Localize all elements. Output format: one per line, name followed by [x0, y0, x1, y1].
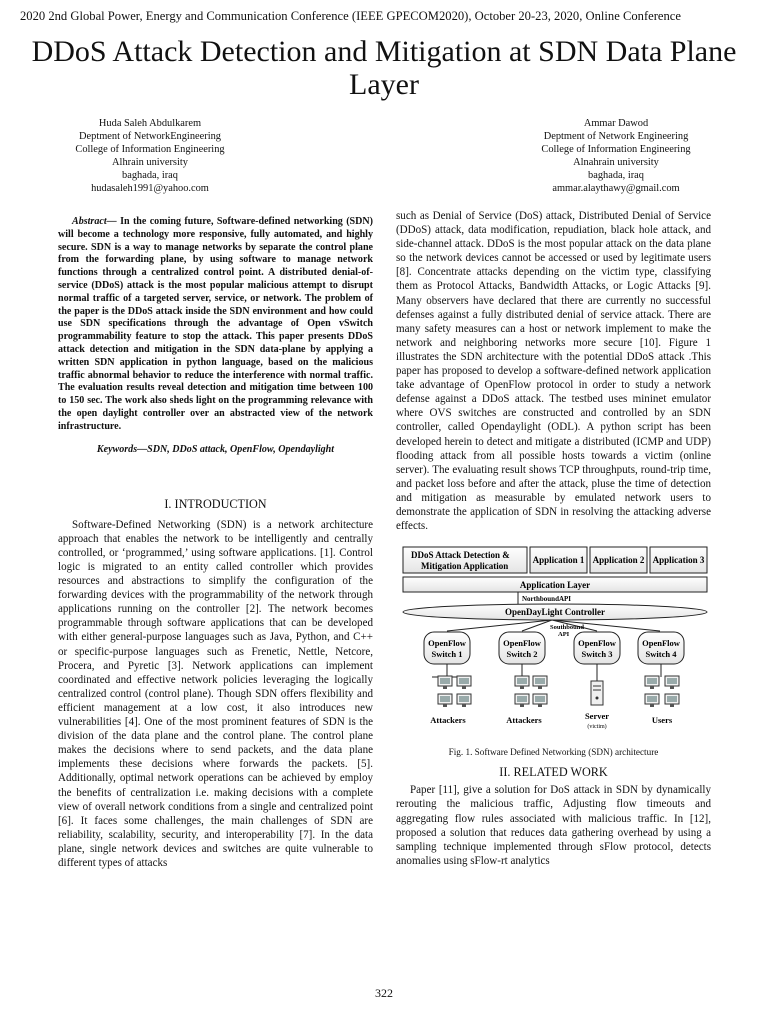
sdn-architecture-figure [402, 545, 708, 741]
application-1-label: Application 1 [532, 555, 585, 566]
author-city: baghada, iraq [122, 169, 178, 181]
section-heading-related-work: II. RELATED WORK [499, 765, 608, 780]
related-work-paragraph: Paper [11], give a solution for DoS attack in SDN by dynamically rerouting the malicious traffic, Adjusting flow timeouts and aggregating flow rules associated with malicious traffic. In [12], proposed a solution that reduces data gathering overhead by using a sampling technique implemented through sFlow protocol, detects anomalies using sFlow-rt analytics [396, 784, 711, 867]
southbound-label: Southbound [550, 624, 584, 632]
author-email: ammar.alaythawy@gmail.com [552, 182, 680, 194]
section-heading-introduction: I. INTRODUCTION [164, 496, 267, 511]
user-computers [645, 676, 679, 707]
author-name: Huda Saleh Abdulkarem [98, 118, 202, 129]
switch-3-label-line1: OpenFlow [578, 638, 616, 649]
users-label: Users [651, 715, 673, 726]
author-email: hudasaleh1991@yahoo.com [91, 182, 209, 194]
switch-3-label-line2: Switch 3 [581, 649, 613, 660]
switch-2-label-line1: OpenFlow [503, 638, 541, 649]
conference-header: 2020 2nd Global Power, Energy and Communication Conference (IEEE GPECOM2020), October 20-23, 2020, Online Conference [20, 9, 681, 23]
application-2-label: Application 2 [592, 555, 645, 566]
attacker-computers-2 [515, 676, 547, 707]
page-number: 322 [375, 986, 393, 1000]
ddos-app-label-line2: Mitigation Application [421, 561, 509, 572]
author-block-1 [20, 118, 280, 195]
victim-label: (victim) [587, 724, 607, 731]
author-name: Ammar Dawod [583, 118, 649, 129]
switch-4-label-line1: OpenFlow [642, 638, 680, 649]
switch-4-label-line2: Switch 4 [645, 649, 677, 660]
introduction-paragraph: Software-Defined Networking (SDN) is a network architecture approach that enables the network to be intelligently and centrally controlled, or ‘programmed,’ using software applications. [1]. Control logic is migrated to an entity called controller which provides resources and abstractions to simplify the configuration of the forwarding devices with the programmability of the network through applications running on the controller [2]. The network becomes programmable through software applications that can be developed with either general-purpose languages such as Java, Python, and C++ or specific-purpose languages such as Frenetic, Nettle, Netcore, Procera, and Pyretic [3]. Network applications can implement coordinated and effective network policies leveraging the logically centralized control (control plane). Though SDN offers flexibility and efficient management at a low cost, it also introduces new vulnerabilities [4]. One of the most prominent features of SDN is the division of the data plane and the control plane. The control plane makes the decisions where to send packets, and the data plane implements these decisions where forwards the packets. [5]. Additionally, optimal network operations can be achieved by employ the benefits of centralization i.e. making decisions with a complete view of overall network conditions from a single and centralized point [6]. It faces some challenges, the main challenges of SDN are reliability, scalability, security, and interoperability [7]. In the data plane, single network devices and switches are quite vulnerable to different types of attacks [58, 518, 373, 869]
attackers-2-label: Attackers [506, 715, 542, 726]
application-layer-label: Application Layer [519, 580, 591, 591]
author-college: College of Information Engineering [75, 143, 225, 155]
openflow-switch-1 [424, 632, 470, 664]
controller-label: OpenDayLight Controller [504, 607, 606, 618]
server-icon [591, 681, 603, 705]
author-department: Deptment of NetworkEngineering [79, 130, 221, 142]
author-department: Deptment of Network Engineering [543, 130, 689, 142]
figure-caption: Fig. 1. Software Defined Networking (SDN) architecture [448, 747, 659, 758]
server-label: Server [584, 711, 610, 722]
southbound-api-label: API [558, 631, 570, 639]
switch-1-label-line2: Switch 1 [431, 649, 463, 660]
left-column [58, 216, 373, 870]
application-3-label: Application 3 [652, 555, 705, 566]
attacker-computers-1 [438, 676, 471, 707]
author-block-2 [486, 118, 746, 195]
right-column [396, 209, 711, 868]
abstract-text: In the coming future, Software-defined networking (SDN) will become a technology more responsive, fully automated, and highly secure. SDN is a way to manage networks by separate the control plane from the forwarding plane, by using software to manage network functions through a centralized control point. A distributed denial-of-service (DDoS) attack is the most popular malicious attempt to disrupt normal traffic of a targeted server, service, or network. The problem of the paper is the DDoS attack inside the SDN environment and how could use SDN specifications through the advantage of Open vSwitch programmability feature to stop the attack. This paper presents DDoS attack detection and mitigation in the SDN data-plane by applying a written SDN application in python language, based on the malicious traffic abnormal behavior to reduce the interference with normal traffic. The evaluation results reveal detection and mitigation time between 100 to 150 sec. The work also sheds light on the programming relevance with the open daylight controller over an abstracted view of the network infrastructure. [58, 216, 373, 432]
openflow-switch-4 [638, 632, 684, 664]
author-university: Alnahrain university [573, 156, 659, 168]
introduction-continuation: such as Denial of Service (DoS) attack, Distributed Denial of Service (DDoS) attack, data modification, repudiation, black hole attack, and side-channel attack. DDoS is the most popular attack on the data plane so the network devices cannot be accessed or used by legitimate users [8]. Concentrate attacks depending on the victim type, classifying them as Protocol Attacks, Bandwidth Attacks, or Logic Attacks [9]. Many observers have declared that there are currently no successful defenses against a fully distributed denial of service attack. There are many safety measures can a host or network implement to make the network and neighboring networks more secure [10]. Figure 1 illustrates the SDN architecture with the potential DDoS attack .This paper has proposed to develop a software-defined network application take advantage of OpenFlow protocol in order to study a network defense against a DDoS attack. The testbed uses mininet emulator where OVS switches are constructed and controlled by an SDN controller, called Opendaylight (ODL). A python script has been developed herein to detect and mitigate a distributed (ICMP and UDP) flooding attack from all possible hosts towards a victim (online server). The evaluating result shows TCP throughputs, round-trip time, and packet loss before and after the attack, pluse the time of detection and mitigation as measurable by emulated network users to demonstrate the application of SDN in resolving the attacking adverse effects. [396, 210, 711, 533]
switch-2-label-line2: Switch 2 [506, 649, 538, 660]
switch-1-label-line1: OpenFlow [428, 638, 466, 649]
ddos-app-label-line1: DDoS Attack Detection & [411, 550, 510, 561]
abstract-label: Abstract— [72, 216, 117, 227]
openflow-switch-3 [574, 632, 620, 664]
openflow-switch-2 [499, 632, 545, 664]
attackers-1-label: Attackers [430, 715, 466, 726]
northbound-api-label: NorthboundAPI [522, 595, 572, 604]
abstract [58, 216, 373, 434]
keywords: Keywords—SDN, DDoS attack, OpenFlow, Opendaylight [96, 443, 335, 455]
author-city: baghada, iraq [588, 169, 644, 181]
paper-title: DDoS Attack Detection and Mitigation at SDN Data Plane Layer [31, 35, 737, 101]
author-university: Alhrain university [112, 156, 188, 168]
author-college: College of Information Engineering [541, 143, 691, 155]
